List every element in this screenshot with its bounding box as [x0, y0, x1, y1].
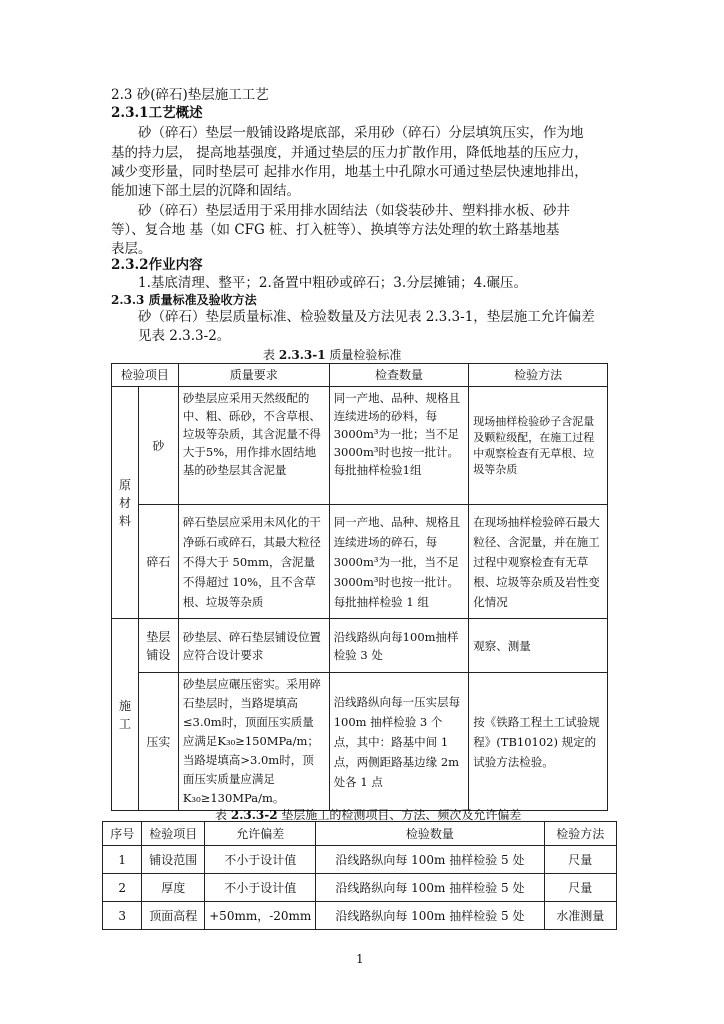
quantity-cell: 沿线路纵向每一压实层每 100m 抽样检验 3 个点，其中：路基中间 1 点，两侧距路基边缘 2m 处各 1 点 [329, 673, 469, 811]
paragraph-line: 表层。 [111, 241, 152, 257]
item-cell: 碎石 [138, 505, 178, 619]
requirement-cell: 碎石垫层应采用未风化的干净砾石或碎石，其最大粒径不得大于 50mm，含泥量不得超过 10%，且不含草根、垃圾等杂质 [178, 505, 329, 619]
header-cell: 检查数量 [329, 364, 469, 387]
requirement-cell: 砂垫层应碾压密实。采用碎石垫层时，当路堤填高≤3.0m时，顶面压实质量应满足K₃₀≥150MPa/m；当路堤填高>3.0m时，顶面压实质量应满足K₃₀≥130MPa/m。 [178, 673, 329, 811]
quality-standard-table [111, 363, 608, 811]
table-header-row [112, 364, 608, 387]
method-cell: 尺量 [544, 846, 616, 874]
header-cell: 允许偏差 [205, 822, 316, 846]
method-cell: 按《铁路工程土工试验规程》(TB10102) 规定的试验方法检验。 [469, 673, 608, 811]
table-row [112, 387, 608, 505]
quantity-cell: 同一产地、品种、规格且连续进场的碎石，每3000m³为一批，当不足3000m³时也按一批计。每批抽样检验 1 组 [329, 505, 469, 619]
requirement-cell: 砂垫层、碎石垫层铺设位置应符合设计要求 [178, 619, 329, 673]
item-cell: 砂 [138, 387, 178, 505]
item-cell: 厚度 [142, 874, 205, 902]
quantity-cell: 沿线路纵向每100m抽样检验 3 处 [329, 619, 469, 673]
group-label: 原材料 [112, 387, 139, 619]
subsection-3-title: 2.3.3 质量标准及验收方法 [111, 293, 257, 307]
table-row [103, 846, 617, 874]
tolerance-table [102, 821, 617, 930]
work-content: 1.基底清理、整平；2.备置中粗砂或碎石；3.分层摊铺；4.碾压。 [138, 275, 528, 291]
header-cell: 检验方法 [469, 364, 608, 387]
header-cell: 检验方法 [544, 822, 616, 846]
deviation-cell: +50mm，-20mm [205, 902, 316, 930]
paragraph-line: 基的持力层， 提高地基强度，并通过垫层的压力扩散作用，降低地基的压应力， [111, 145, 588, 161]
quantity-cell: 沿线路纵向每 100m 抽样检验 5 处 [316, 846, 544, 874]
table-row [103, 874, 617, 902]
paragraph-line: 砂（碎石）垫层质量标准、检验数量及方法见表 2.3.3-1，垫层施工允许偏差 [138, 309, 595, 325]
table-row [103, 902, 617, 930]
paragraph-line: 能加速下部土层的沉降和固结。 [111, 183, 300, 199]
deviation-cell: 不小于设计值 [205, 874, 316, 902]
paragraph-line: 见表 2.3.3-2。 [138, 328, 231, 344]
header-cell: 检验项目 [112, 364, 179, 387]
table-row [112, 505, 608, 619]
method-cell: 水准测量 [544, 902, 616, 930]
header-cell: 序号 [103, 822, 142, 846]
quantity-cell: 同一产地、品种、规格且连续进场的砂料，每3000m³为一批；当不足3000m³时也按一批计。每批抽样检验1组 [329, 387, 469, 505]
subsection-1-title: 2.3.1工艺概述 [111, 105, 203, 121]
subsection-2-title: 2.3.2作业内容 [111, 257, 203, 273]
method-cell: 现场抽样检验砂子含泥量及颗粒级配，在施工过程中观察检查有无草根、垃圾等杂质 [469, 387, 608, 505]
section-title: 2.3 砂(碎石)垫层施工工艺 [111, 87, 269, 103]
deviation-cell: 不小于设计值 [205, 846, 316, 874]
page-number: 1 [356, 952, 364, 966]
header-cell: 检验项目 [142, 822, 205, 846]
row-number: 3 [103, 902, 142, 930]
method-cell: 尺量 [544, 874, 616, 902]
item-cell: 铺设范围 [142, 846, 205, 874]
item-cell: 压实 [138, 673, 178, 811]
table-row [112, 619, 608, 673]
table1-caption: 表 2.3.3-1 质量检验标准 [263, 348, 402, 362]
item-cell: 垫层铺设 [138, 619, 178, 673]
header-cell: 质量要求 [178, 364, 329, 387]
requirement-cell: 砂垫层应采用天然级配的中、粗、砾砂，不含草根、垃圾等杂质，其含泥量不得大于5%，用作排水固结地基的砂垫层其含泥量 [178, 387, 329, 505]
paragraph-line: 砂（碎石）垫层一般铺设路堤底部，采用砂（碎石）分层填筑压实，作为地 [138, 125, 584, 141]
group-label: 施工 [112, 619, 139, 811]
table2-caption: 表 2.3.3-2 垫层施工的检测项目、方法、频次及允许偏差 [215, 808, 522, 822]
quantity-cell: 沿线路纵向每 100m 抽样检验 5 处 [316, 874, 544, 902]
row-number: 1 [103, 846, 142, 874]
paragraph-line: 等）、复合地 基（如 CFG 桩、打入桩等）、换填等方法处理的软土路基地基 [111, 222, 560, 238]
paragraph-line: 减少变形量，同时垫层可 起排水作用，地基土中孔隙水可通过垫层快速地排出， [111, 164, 588, 180]
quantity-cell: 沿线路纵向每 100m 抽样检验 5 处 [316, 902, 544, 930]
table-row [112, 673, 608, 811]
item-cell: 顶面高程 [142, 902, 205, 930]
paragraph-line: 砂（碎石）垫层适用于采用排水固结法（如袋装砂井、塑料排水板、砂井 [138, 203, 570, 219]
header-cell: 检验数量 [316, 822, 544, 846]
row-number: 2 [103, 874, 142, 902]
table-header-row [103, 822, 617, 846]
method-cell: 在现场抽样检验碎石最大粒径、含泥量，并在施工过程中观察检查有无草根、垃圾等杂质及岩性变化情况 [469, 505, 608, 619]
method-cell: 观察、测量 [469, 619, 608, 673]
